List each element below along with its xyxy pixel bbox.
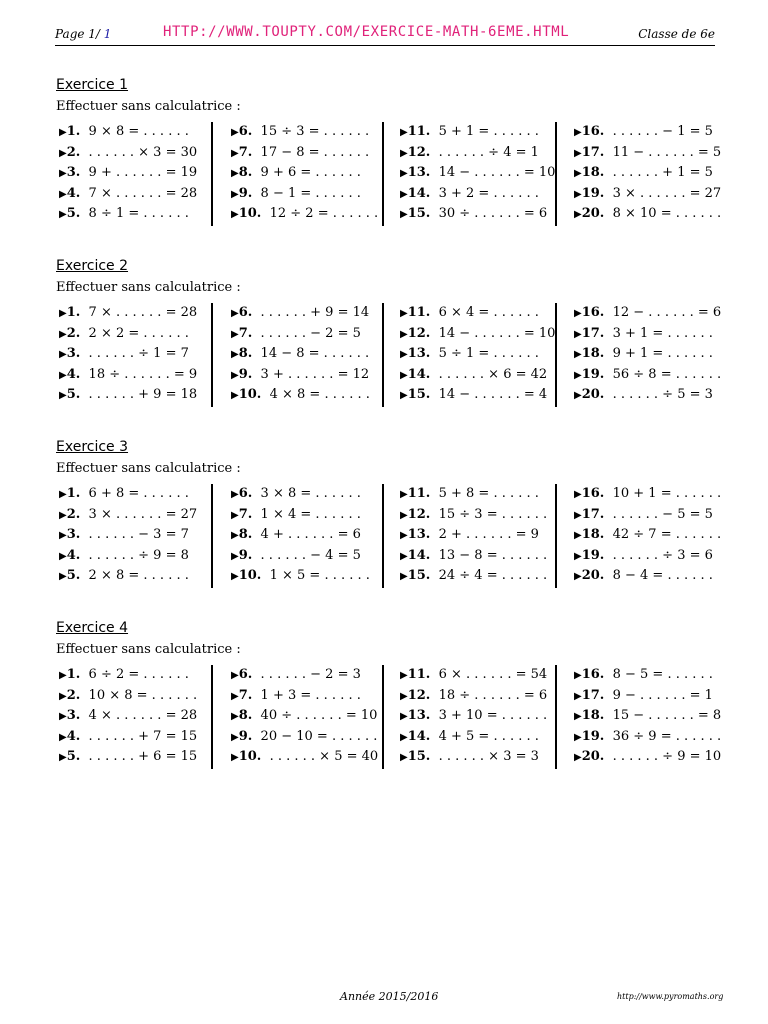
- item-number: ▶19.: [574, 366, 605, 382]
- item-expression: 24 ÷ 4 = . . . . . .: [438, 568, 548, 584]
- exercise-item: [59, 525, 197, 546]
- item-number: ▶6.: [231, 486, 253, 501]
- exercise-item: [400, 204, 555, 225]
- item-number: ▶12.: [400, 144, 431, 160]
- item-expression: 10 × 8 = . . . . . .: [88, 687, 198, 703]
- exercise-column: [574, 303, 721, 409]
- item-number: ▶9.: [231, 366, 253, 382]
- item-expression: . . . . . . ÷ 4 = 1: [438, 144, 539, 160]
- item-number: ▶1.: [59, 486, 81, 501]
- page-header: [55, 24, 715, 44]
- exercise-item: [400, 727, 547, 748]
- item-expression: . . . . . . − 2 = 5: [260, 325, 361, 341]
- exercise-item: [231, 365, 370, 386]
- column-separator: [382, 484, 384, 588]
- item-expression: 6 + 8 = . . . . . .: [88, 486, 189, 501]
- exercise-column: [574, 484, 721, 590]
- exercise-item: [231, 143, 378, 164]
- item-number: ▶2.: [59, 687, 81, 703]
- exercise-grid: [56, 484, 722, 590]
- page-number: Page 1/ 1: [55, 27, 112, 41]
- item-expression: 20 − 10 = . . . . . .: [260, 728, 378, 744]
- item-number: ▶18.: [574, 527, 605, 543]
- item-number: ▶3.: [59, 346, 81, 362]
- item-number: ▶20.: [574, 749, 605, 765]
- exercise-column: [59, 122, 197, 228]
- item-expression: . . . . . . + 6 = 15: [88, 749, 198, 765]
- item-expression: . . . . . . ÷ 1 = 7: [88, 346, 189, 362]
- exercise-item: [574, 484, 721, 505]
- item-number: ▶4.: [59, 366, 81, 382]
- item-number: ▶17.: [574, 506, 605, 522]
- item-expression: . . . . . . × 3 = 30: [88, 144, 198, 160]
- exercise-item: [400, 747, 547, 768]
- exercise-item: [400, 344, 555, 365]
- exercise-column: [59, 303, 197, 409]
- item-number: ▶4.: [59, 547, 81, 563]
- exercise-column: [231, 665, 378, 771]
- column-separator: [382, 303, 384, 407]
- item-expression: 2 + . . . . . . = 9: [438, 527, 539, 543]
- item-expression: 8 ÷ 1 = . . . . . .: [88, 206, 189, 222]
- item-expression: 5 ÷ 1 = . . . . . .: [438, 346, 539, 362]
- exercise-item: [574, 505, 721, 526]
- item-expression: . . . . . . × 3 = 3: [438, 749, 539, 765]
- exercise-item: [59, 344, 197, 365]
- exercise-item: [574, 163, 721, 184]
- item-expression: . . . . . . + 7 = 15: [88, 728, 198, 744]
- item-number: ▶8.: [231, 165, 253, 181]
- item-number: ▶19.: [574, 728, 605, 744]
- exercise-grid: [56, 303, 722, 409]
- item-expression: 14 − . . . . . . = 4: [438, 387, 548, 403]
- item-number: ▶17.: [574, 687, 605, 703]
- exercise-column: [574, 122, 721, 228]
- column-separator: [555, 665, 557, 769]
- item-expression: . . . . . . − 1 = 5: [612, 124, 713, 139]
- item-number: ▶16.: [574, 667, 605, 682]
- exercise-item: [231, 505, 370, 526]
- exercise-item: [400, 546, 547, 567]
- item-number: ▶11.: [400, 124, 431, 139]
- exercise-item: [574, 324, 721, 345]
- item-number: ▶10.: [231, 749, 262, 765]
- item-number: ▶2.: [59, 325, 81, 341]
- exercise-item: [59, 122, 197, 143]
- item-number: ▶11.: [400, 486, 431, 501]
- exercise-item: [574, 747, 721, 768]
- item-expression: 4 × 8 = . . . . . .: [269, 387, 370, 403]
- item-number: ▶13.: [400, 527, 431, 543]
- exercise-item: [574, 546, 721, 567]
- item-number: ▶4.: [59, 728, 81, 744]
- item-number: ▶10.: [231, 387, 262, 403]
- exercise-item: [231, 566, 370, 587]
- item-expression: 1 × 4 = . . . . . .: [260, 506, 361, 522]
- item-number: ▶5.: [59, 568, 81, 584]
- item-expression: . . . . . . + 9 = 18: [88, 387, 198, 403]
- item-expression: 36 ÷ 9 = . . . . . .: [612, 728, 722, 744]
- item-number: ▶15.: [400, 387, 431, 403]
- item-expression: 42 ÷ 7 = . . . . . .: [612, 527, 722, 543]
- item-number: ▶19.: [574, 547, 605, 563]
- exercise-item: [59, 665, 197, 686]
- item-expression: 2 × 8 = . . . . . .: [88, 568, 189, 584]
- exercise-item: [400, 122, 555, 143]
- exercise-item: [574, 184, 721, 205]
- item-number: ▶2.: [59, 506, 81, 522]
- footer-url-link[interactable]: http://www.pyromaths.org: [617, 992, 724, 1001]
- header-url-link[interactable]: HTTP://WWW.TOUPTY.COM/EXERCICE-MATH-6EME.HTML: [163, 24, 570, 40]
- exercise-item: [400, 385, 555, 406]
- exercise-grid: [56, 122, 722, 228]
- exercise-section: [56, 619, 722, 765]
- item-expression: 3 + 2 = . . . . . .: [438, 185, 539, 201]
- exercise-item: [400, 484, 547, 505]
- item-expression: 15 − . . . . . . = 8: [612, 708, 722, 724]
- item-expression: 6 ÷ 2 = . . . . . .: [88, 667, 189, 682]
- exercise-item: [231, 686, 378, 707]
- exercise-item: [231, 184, 378, 205]
- exercise-item: [59, 143, 197, 164]
- exercise-column: [400, 665, 547, 771]
- item-expression: . . . . . . + 1 = 5: [612, 165, 713, 181]
- exercise-item: [574, 385, 721, 406]
- exercise-item: [59, 365, 197, 386]
- column-separator: [555, 122, 557, 226]
- item-expression: . . . . . . − 5 = 5: [612, 506, 713, 522]
- exercise-title: Exercice 4: [56, 620, 129, 636]
- item-number: ▶15.: [400, 568, 431, 584]
- item-expression: 4 + 5 = . . . . . .: [438, 728, 539, 744]
- item-number: ▶3.: [59, 708, 81, 724]
- exercise-item: [574, 686, 721, 707]
- item-number: ▶7.: [231, 687, 253, 703]
- exercise-item: [231, 525, 370, 546]
- item-number: ▶8.: [231, 346, 253, 362]
- exercise-item: [59, 546, 197, 567]
- column-separator: [211, 665, 213, 769]
- item-number: ▶16.: [574, 124, 605, 139]
- exercise-item: [231, 324, 370, 345]
- item-expression: 3 × 8 = . . . . . .: [260, 486, 361, 501]
- item-expression: 12 ÷ 2 = . . . . . .: [269, 206, 379, 222]
- item-number: ▶8.: [231, 708, 253, 724]
- item-number: ▶15.: [400, 749, 431, 765]
- item-expression: . . . . . . ÷ 5 = 3: [612, 387, 713, 403]
- exercise-item: [59, 204, 197, 225]
- item-number: ▶6.: [231, 305, 253, 320]
- exercise-item: [574, 566, 721, 587]
- item-number: ▶11.: [400, 667, 431, 682]
- item-number: ▶18.: [574, 346, 605, 362]
- item-expression: 14 − 8 = . . . . . .: [260, 346, 370, 362]
- item-number: ▶5.: [59, 387, 81, 403]
- item-expression: 10 + 1 = . . . . . .: [612, 486, 722, 501]
- item-number: ▶1.: [59, 124, 81, 139]
- item-number: ▶16.: [574, 486, 605, 501]
- exercise-item: [231, 484, 370, 505]
- item-number: ▶20.: [574, 387, 605, 403]
- item-number: ▶11.: [400, 305, 431, 320]
- item-expression: 9 × 8 = . . . . . .: [88, 124, 189, 139]
- exercise-item: [231, 163, 378, 184]
- exercise-item: [231, 727, 378, 748]
- exercise-item: [574, 525, 721, 546]
- exercise-item: [231, 385, 370, 406]
- exercise-item: [231, 706, 378, 727]
- exercise-item: [59, 747, 197, 768]
- exercise-item: [400, 525, 547, 546]
- item-number: ▶7.: [231, 325, 253, 341]
- exercise-column: [574, 665, 721, 771]
- item-expression: 11 − . . . . . . = 5: [612, 144, 722, 160]
- item-expression: 12 − . . . . . . = 6: [612, 305, 722, 320]
- item-expression: . . . . . . − 2 = 3: [260, 667, 361, 682]
- item-expression: 3 × . . . . . . = 27: [612, 185, 722, 201]
- item-expression: 4 × . . . . . . = 28: [88, 708, 198, 724]
- item-number: ▶14.: [400, 728, 431, 744]
- item-expression: . . . . . . − 4 = 5: [260, 547, 361, 563]
- item-expression: 1 + 3 = . . . . . .: [260, 687, 361, 703]
- exercise-item: [400, 665, 547, 686]
- exercise-column: [59, 484, 197, 590]
- item-number: ▶5.: [59, 749, 81, 765]
- exercise-column: [400, 303, 555, 409]
- item-expression: 18 ÷ . . . . . . = 6: [438, 687, 548, 703]
- item-number: ▶19.: [574, 185, 605, 201]
- exercise-item: [574, 727, 721, 748]
- item-expression: 9 + . . . . . . = 19: [88, 165, 198, 181]
- exercise-item: [574, 706, 721, 727]
- item-number: ▶3.: [59, 527, 81, 543]
- item-number: ▶6.: [231, 667, 253, 682]
- item-expression: 30 ÷ . . . . . . = 6: [438, 206, 548, 222]
- exercise-item: [59, 686, 197, 707]
- item-expression: . . . . . . − 3 = 7: [88, 527, 189, 543]
- exercise-section: [56, 76, 722, 222]
- column-separator: [555, 484, 557, 588]
- exercise-item: [400, 566, 547, 587]
- item-number: ▶9.: [231, 185, 253, 201]
- item-expression: 18 ÷ . . . . . . = 9: [88, 366, 198, 382]
- footer-year: Année 2015/2016: [340, 990, 439, 1003]
- exercise-item: [574, 665, 721, 686]
- item-number: ▶10.: [231, 206, 262, 222]
- exercise-item: [59, 727, 197, 748]
- exercise-section: [56, 438, 722, 584]
- page-total-link[interactable]: 1: [103, 27, 112, 41]
- exercise-item: [574, 122, 721, 143]
- item-number: ▶7.: [231, 506, 253, 522]
- item-expression: 13 − 8 = . . . . . .: [438, 547, 548, 563]
- item-number: ▶15.: [400, 206, 431, 222]
- item-number: ▶14.: [400, 366, 431, 382]
- item-expression: 5 + 8 = . . . . . .: [438, 486, 539, 501]
- item-number: ▶8.: [231, 527, 253, 543]
- item-number: ▶1.: [59, 667, 81, 682]
- exercise-item: [59, 706, 197, 727]
- item-expression: 15 ÷ 3 = . . . . . .: [438, 506, 548, 522]
- exercise-column: [231, 122, 378, 228]
- column-separator: [211, 122, 213, 226]
- exercise-item: [59, 163, 197, 184]
- exercise-column: [400, 122, 555, 228]
- exercise-item: [574, 204, 721, 225]
- item-number: ▶12.: [400, 687, 431, 703]
- item-expression: . . . . . . × 6 = 42: [438, 366, 548, 382]
- column-separator: [382, 122, 384, 226]
- item-expression: . . . . . . ÷ 9 = 8: [88, 547, 189, 563]
- item-number: ▶2.: [59, 144, 81, 160]
- exercise-item: [231, 665, 378, 686]
- exercise-item: [400, 505, 547, 526]
- item-number: ▶9.: [231, 547, 253, 563]
- item-expression: 5 + 1 = . . . . . .: [438, 124, 539, 139]
- exercise-item: [400, 303, 555, 324]
- item-expression: 17 − 8 = . . . . . .: [260, 144, 370, 160]
- item-expression: 3 × . . . . . . = 27: [88, 506, 198, 522]
- item-number: ▶4.: [59, 185, 81, 201]
- exercise-item: [400, 365, 555, 386]
- exercise-item: [231, 122, 378, 143]
- exercise-grid: [56, 665, 722, 771]
- item-number: ▶7.: [231, 144, 253, 160]
- item-number: ▶20.: [574, 206, 605, 222]
- exercise-instruction: Effectuer sans calculatrice :: [56, 461, 241, 476]
- exercise-item: [59, 385, 197, 406]
- item-expression: . . . . . . ÷ 3 = 6: [612, 547, 713, 563]
- exercise-column: [231, 303, 370, 409]
- item-expression: . . . . . . ÷ 9 = 10: [612, 749, 722, 765]
- exercise-item: [231, 344, 370, 365]
- exercise-column: [400, 484, 547, 590]
- item-expression: 6 × 4 = . . . . . .: [438, 305, 539, 320]
- exercise-item: [59, 324, 197, 345]
- item-expression: 9 + 6 = . . . . . .: [260, 165, 361, 181]
- item-expression: . . . . . . × 5 = 40: [269, 749, 379, 765]
- item-number: ▶18.: [574, 165, 605, 181]
- item-expression: 3 + 1 = . . . . . .: [612, 325, 713, 341]
- exercise-instruction: Effectuer sans calculatrice :: [56, 99, 241, 114]
- exercise-item: [400, 163, 555, 184]
- exercise-item: [231, 204, 378, 225]
- item-expression: 40 ÷ . . . . . . = 10: [260, 708, 378, 724]
- exercise-column: [59, 665, 197, 771]
- item-number: ▶13.: [400, 165, 431, 181]
- item-number: ▶14.: [400, 185, 431, 201]
- exercise-item: [574, 143, 721, 164]
- exercise-title: Exercice 3: [56, 439, 129, 455]
- exercise-item: [231, 747, 378, 768]
- item-number: ▶18.: [574, 708, 605, 724]
- item-expression: 3 + 10 = . . . . . .: [438, 708, 548, 724]
- item-expression: 14 − . . . . . . = 10: [438, 325, 556, 341]
- item-number: ▶10.: [231, 568, 262, 584]
- exercise-item: [59, 184, 197, 205]
- column-separator: [211, 303, 213, 407]
- item-number: ▶16.: [574, 305, 605, 320]
- exercise-item: [400, 184, 555, 205]
- item-number: ▶6.: [231, 124, 253, 139]
- exercise-item: [59, 303, 197, 324]
- exercise-item: [231, 303, 370, 324]
- exercise-item: [400, 324, 555, 345]
- exercise-item: [574, 303, 721, 324]
- item-expression: 14 − . . . . . . = 10: [438, 165, 556, 181]
- item-expression: 9 + 1 = . . . . . .: [612, 346, 713, 362]
- item-expression: 8 − 5 = . . . . . .: [612, 667, 713, 682]
- item-expression: . . . . . . + 9 = 14: [260, 305, 370, 320]
- item-expression: 15 ÷ 3 = . . . . . .: [260, 124, 370, 139]
- item-number: ▶9.: [231, 728, 253, 744]
- item-expression: 4 + . . . . . . = 6: [260, 527, 361, 543]
- item-number: ▶1.: [59, 305, 81, 320]
- exercise-item: [59, 566, 197, 587]
- item-expression: 56 ÷ 8 = . . . . . .: [612, 366, 722, 382]
- item-expression: 8 − 4 = . . . . . .: [612, 568, 713, 584]
- item-number: ▶13.: [400, 346, 431, 362]
- item-expression: 8 × 10 = . . . . . .: [612, 206, 722, 222]
- exercise-item: [59, 484, 197, 505]
- exercise-item: [400, 143, 555, 164]
- item-number: ▶20.: [574, 568, 605, 584]
- column-separator: [211, 484, 213, 588]
- item-number: ▶13.: [400, 708, 431, 724]
- item-number: ▶14.: [400, 547, 431, 563]
- item-number: ▶17.: [574, 325, 605, 341]
- exercise-section: [56, 257, 722, 403]
- exercise-item: [574, 344, 721, 365]
- exercise-instruction: Effectuer sans calculatrice :: [56, 280, 241, 295]
- exercise-item: [574, 365, 721, 386]
- item-number: ▶5.: [59, 206, 81, 222]
- item-expression: 7 × . . . . . . = 28: [88, 185, 198, 201]
- item-expression: 2 × 2 = . . . . . .: [88, 325, 189, 341]
- exercise-column: [231, 484, 370, 590]
- exercise-instruction: Effectuer sans calculatrice :: [56, 642, 241, 657]
- exercise-item: [400, 686, 547, 707]
- exercise-title: Exercice 1: [56, 77, 129, 93]
- item-expression: 6 × . . . . . . = 54: [438, 667, 548, 682]
- item-number: ▶12.: [400, 325, 431, 341]
- class-level: Classe de 6e: [638, 27, 715, 41]
- exercise-item: [59, 505, 197, 526]
- column-separator: [382, 665, 384, 769]
- header-rule: [55, 45, 715, 46]
- item-expression: 9 − . . . . . . = 1: [612, 687, 713, 703]
- exercise-title: Exercice 2: [56, 258, 129, 274]
- item-expression: 8 − 1 = . . . . . .: [260, 185, 361, 201]
- column-separator: [555, 303, 557, 407]
- item-expression: 1 × 5 = . . . . . .: [269, 568, 370, 584]
- exercise-item: [231, 546, 370, 567]
- item-number: ▶12.: [400, 506, 431, 522]
- item-number: ▶3.: [59, 165, 81, 181]
- item-expression: 7 × . . . . . . = 28: [88, 305, 198, 320]
- item-expression: 3 + . . . . . . = 12: [260, 366, 370, 382]
- item-number: ▶17.: [574, 144, 605, 160]
- exercise-item: [400, 706, 547, 727]
